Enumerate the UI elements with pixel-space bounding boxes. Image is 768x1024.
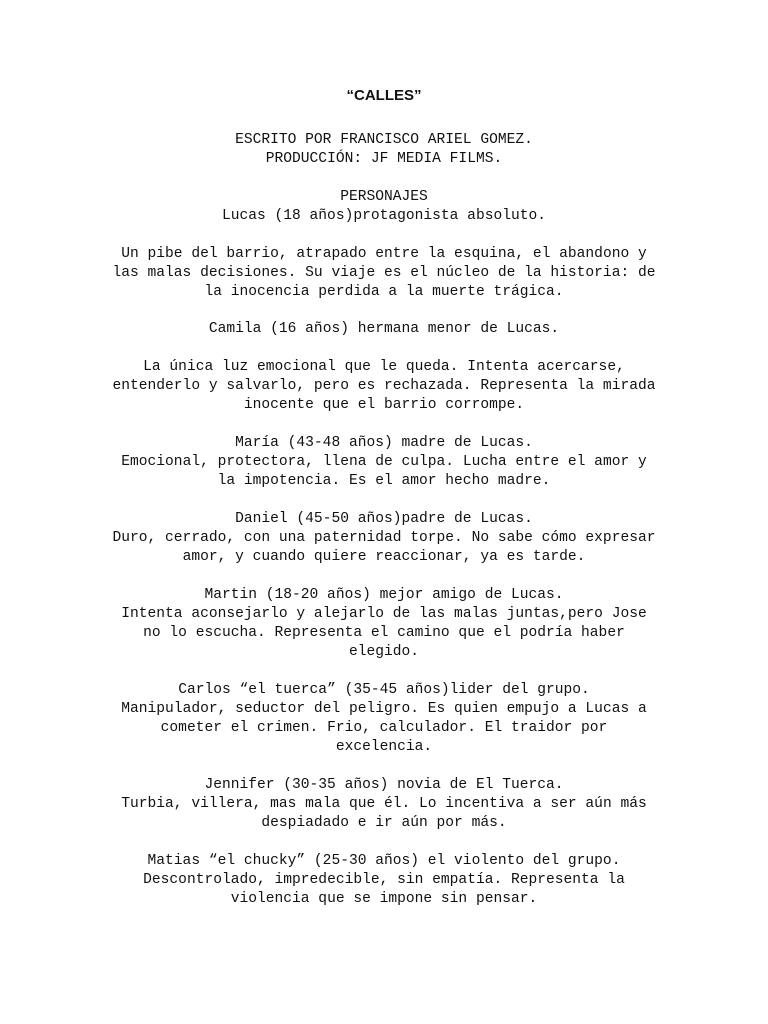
character-header-maria: María (43-48 años) madre de Lucas. <box>235 435 533 451</box>
characters-heading: PERSONAJES <box>340 189 428 205</box>
character-header-lucas: Lucas (18 años)protagonista absoluto. <box>221 208 547 224</box>
document-title: “CALLES” <box>346 87 422 104</box>
production-line: PRODUCCIÓN: JF MEDIA FILMS. <box>265 151 503 167</box>
written-by-line: ESCRITO POR FRANCISCO ARIEL GOMEZ. <box>235 132 533 148</box>
character-martin-block <box>92 586 676 662</box>
character-daniel-block <box>92 510 676 567</box>
character-description-lucas-block <box>92 245 676 302</box>
character-header-daniel: Daniel (45-50 años)padre de Lucas. <box>235 511 533 527</box>
character-description-camila: La única luz emocional que le queda. Intenta acercarse, entenderlo y salvarlo, pero es rechazada. Representa la mirada inocente que el barrio corrompe. <box>112 359 656 413</box>
character-description-lucas: Un pibe del barrio, atrapado entre la esquina, el abandono y las malas decisiones. Su viaje es el núcleo de la historia: de la inocencia perdida a la muerte trágica. <box>112 246 656 300</box>
character-description-matias: Descontrolado, impredecible, sin empatía. Representa la violencia que se impone sin pensar. <box>143 872 625 907</box>
character-header-martin: Martin (18-20 años) mejor amigo de Lucas. <box>204 587 564 603</box>
character-description-jennifer: Turbia, villera, mas mala que él. Lo incentiva a ser aún más despiadado e ir aún por más. <box>121 796 647 831</box>
character-carlos-block <box>92 681 676 757</box>
character-matias-block <box>92 852 676 909</box>
character-description-martin: Intenta aconsejarlo y alejarlo de las malas juntas,pero Jose no lo escucha. Representa el camino que el podría haber elegido. <box>121 606 647 660</box>
character-description-maria: Emocional, protectora, llena de culpa. Lucha entre el amor y la impotencia. Es el amor hecho madre. <box>121 454 647 489</box>
character-description-camila-block <box>92 358 676 415</box>
character-header-jennifer: Jennifer (30-35 años) novia de El Tuerca. <box>204 777 564 793</box>
character-header-matias: Matias “el chucky” (25-30 años) el violento del grupo. <box>147 853 621 869</box>
character-jennifer-block <box>92 776 676 833</box>
character-header-carlos: Carlos “el tuerca” (35-45 años)lider del grupo. <box>178 682 590 698</box>
character-header-camila: Camila (16 años) hermana menor de Lucas. <box>208 321 560 337</box>
characters-heading-block <box>92 188 676 226</box>
character-header-camila-block <box>92 320 676 339</box>
credits-block <box>92 131 676 169</box>
character-maria-block <box>92 434 676 491</box>
character-description-carlos: Manipulador, seductor del peligro. Es quien empujo a Lucas a cometer el crimen. Frio, calculador. El traidor por excelencia. <box>121 701 647 755</box>
character-description-daniel: Duro, cerrado, con una paternidad torpe. No sabe cómo expresar amor, y cuando quiere reaccionar, ya es tarde. <box>112 530 656 565</box>
